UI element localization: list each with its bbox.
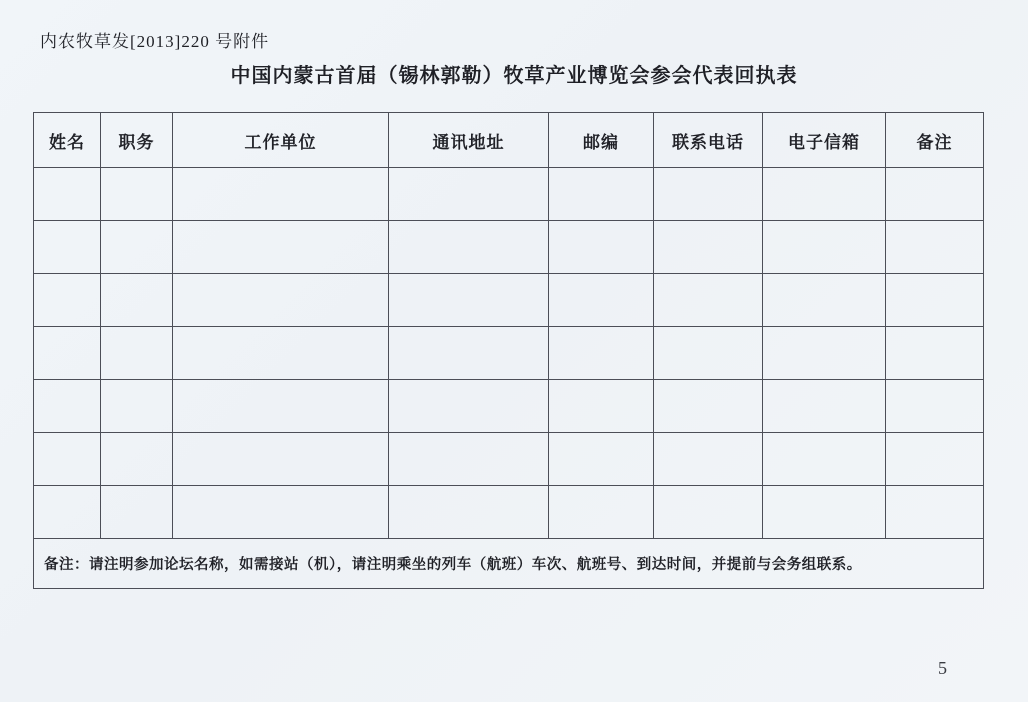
empty-cell [389, 433, 549, 486]
reply-form-table [33, 112, 984, 589]
empty-cell [34, 221, 101, 274]
column-header: 通讯地址 [389, 113, 549, 168]
empty-form-row [34, 274, 984, 327]
empty-cell [886, 327, 984, 380]
empty-cell [654, 274, 763, 327]
empty-cell [763, 380, 886, 433]
empty-form-row [34, 327, 984, 380]
empty-cell [101, 168, 173, 221]
empty-cell [389, 168, 549, 221]
empty-cell [34, 380, 101, 433]
empty-cell [34, 327, 101, 380]
empty-cell [654, 327, 763, 380]
empty-cell [173, 221, 389, 274]
empty-cell [173, 168, 389, 221]
column-header: 联系电话 [654, 113, 763, 168]
empty-cell [886, 274, 984, 327]
page-number: 5 [938, 658, 947, 678]
empty-cell [886, 433, 984, 486]
empty-cell [654, 486, 763, 539]
empty-cell [549, 274, 654, 327]
column-header: 姓名 [34, 113, 101, 168]
empty-form-row [34, 380, 984, 433]
empty-cell [763, 433, 886, 486]
empty-cell [763, 327, 886, 380]
empty-cell [654, 168, 763, 221]
empty-cell [173, 327, 389, 380]
empty-cell [886, 221, 984, 274]
empty-form-row [34, 221, 984, 274]
empty-cell [549, 380, 654, 433]
empty-cell [389, 380, 549, 433]
column-header: 工作单位 [173, 113, 389, 168]
empty-cell [549, 486, 654, 539]
empty-form-row [34, 433, 984, 486]
empty-cell [654, 380, 763, 433]
empty-cell [389, 274, 549, 327]
empty-cell [173, 433, 389, 486]
column-header: 邮编 [549, 113, 654, 168]
empty-cell [549, 221, 654, 274]
empty-cell [654, 433, 763, 486]
empty-cell [34, 168, 101, 221]
empty-cell [34, 274, 101, 327]
page-title: 中国内蒙古首届（锡林郭勒）牧草产业博览会参会代表回执表 [230, 65, 798, 87]
empty-cell [101, 221, 173, 274]
empty-form-row [34, 168, 984, 221]
column-header: 职务 [101, 113, 173, 168]
document-reference-number: 内农牧草发[2013]220 号附件 [40, 32, 270, 51]
empty-cell [101, 433, 173, 486]
empty-cell [101, 327, 173, 380]
empty-cell [101, 486, 173, 539]
empty-cell [173, 486, 389, 539]
empty-cell [101, 274, 173, 327]
empty-cell [763, 168, 886, 221]
empty-cell [34, 433, 101, 486]
column-header: 备注 [886, 113, 984, 168]
table-note-row [34, 539, 984, 589]
empty-form-row [34, 486, 984, 539]
column-header: 电子信箱 [763, 113, 886, 168]
empty-cell [886, 486, 984, 539]
table-note: 备注：请注明参加论坛名称，如需接站（机），请注明乘坐的列车（航班）车次、航班号、到达时间，并提前与会务组联系。 [34, 539, 984, 589]
empty-cell [389, 221, 549, 274]
empty-cell [886, 168, 984, 221]
empty-cell [173, 274, 389, 327]
empty-cell [549, 327, 654, 380]
table-header-row [34, 113, 984, 168]
empty-cell [654, 221, 763, 274]
empty-cell [886, 380, 984, 433]
empty-cell [763, 221, 886, 274]
empty-cell [173, 380, 389, 433]
empty-cell [549, 433, 654, 486]
empty-cell [34, 486, 101, 539]
empty-cell [763, 486, 886, 539]
empty-cell [101, 380, 173, 433]
empty-cell [389, 486, 549, 539]
empty-cell [549, 168, 654, 221]
empty-cell [763, 274, 886, 327]
empty-cell [389, 327, 549, 380]
